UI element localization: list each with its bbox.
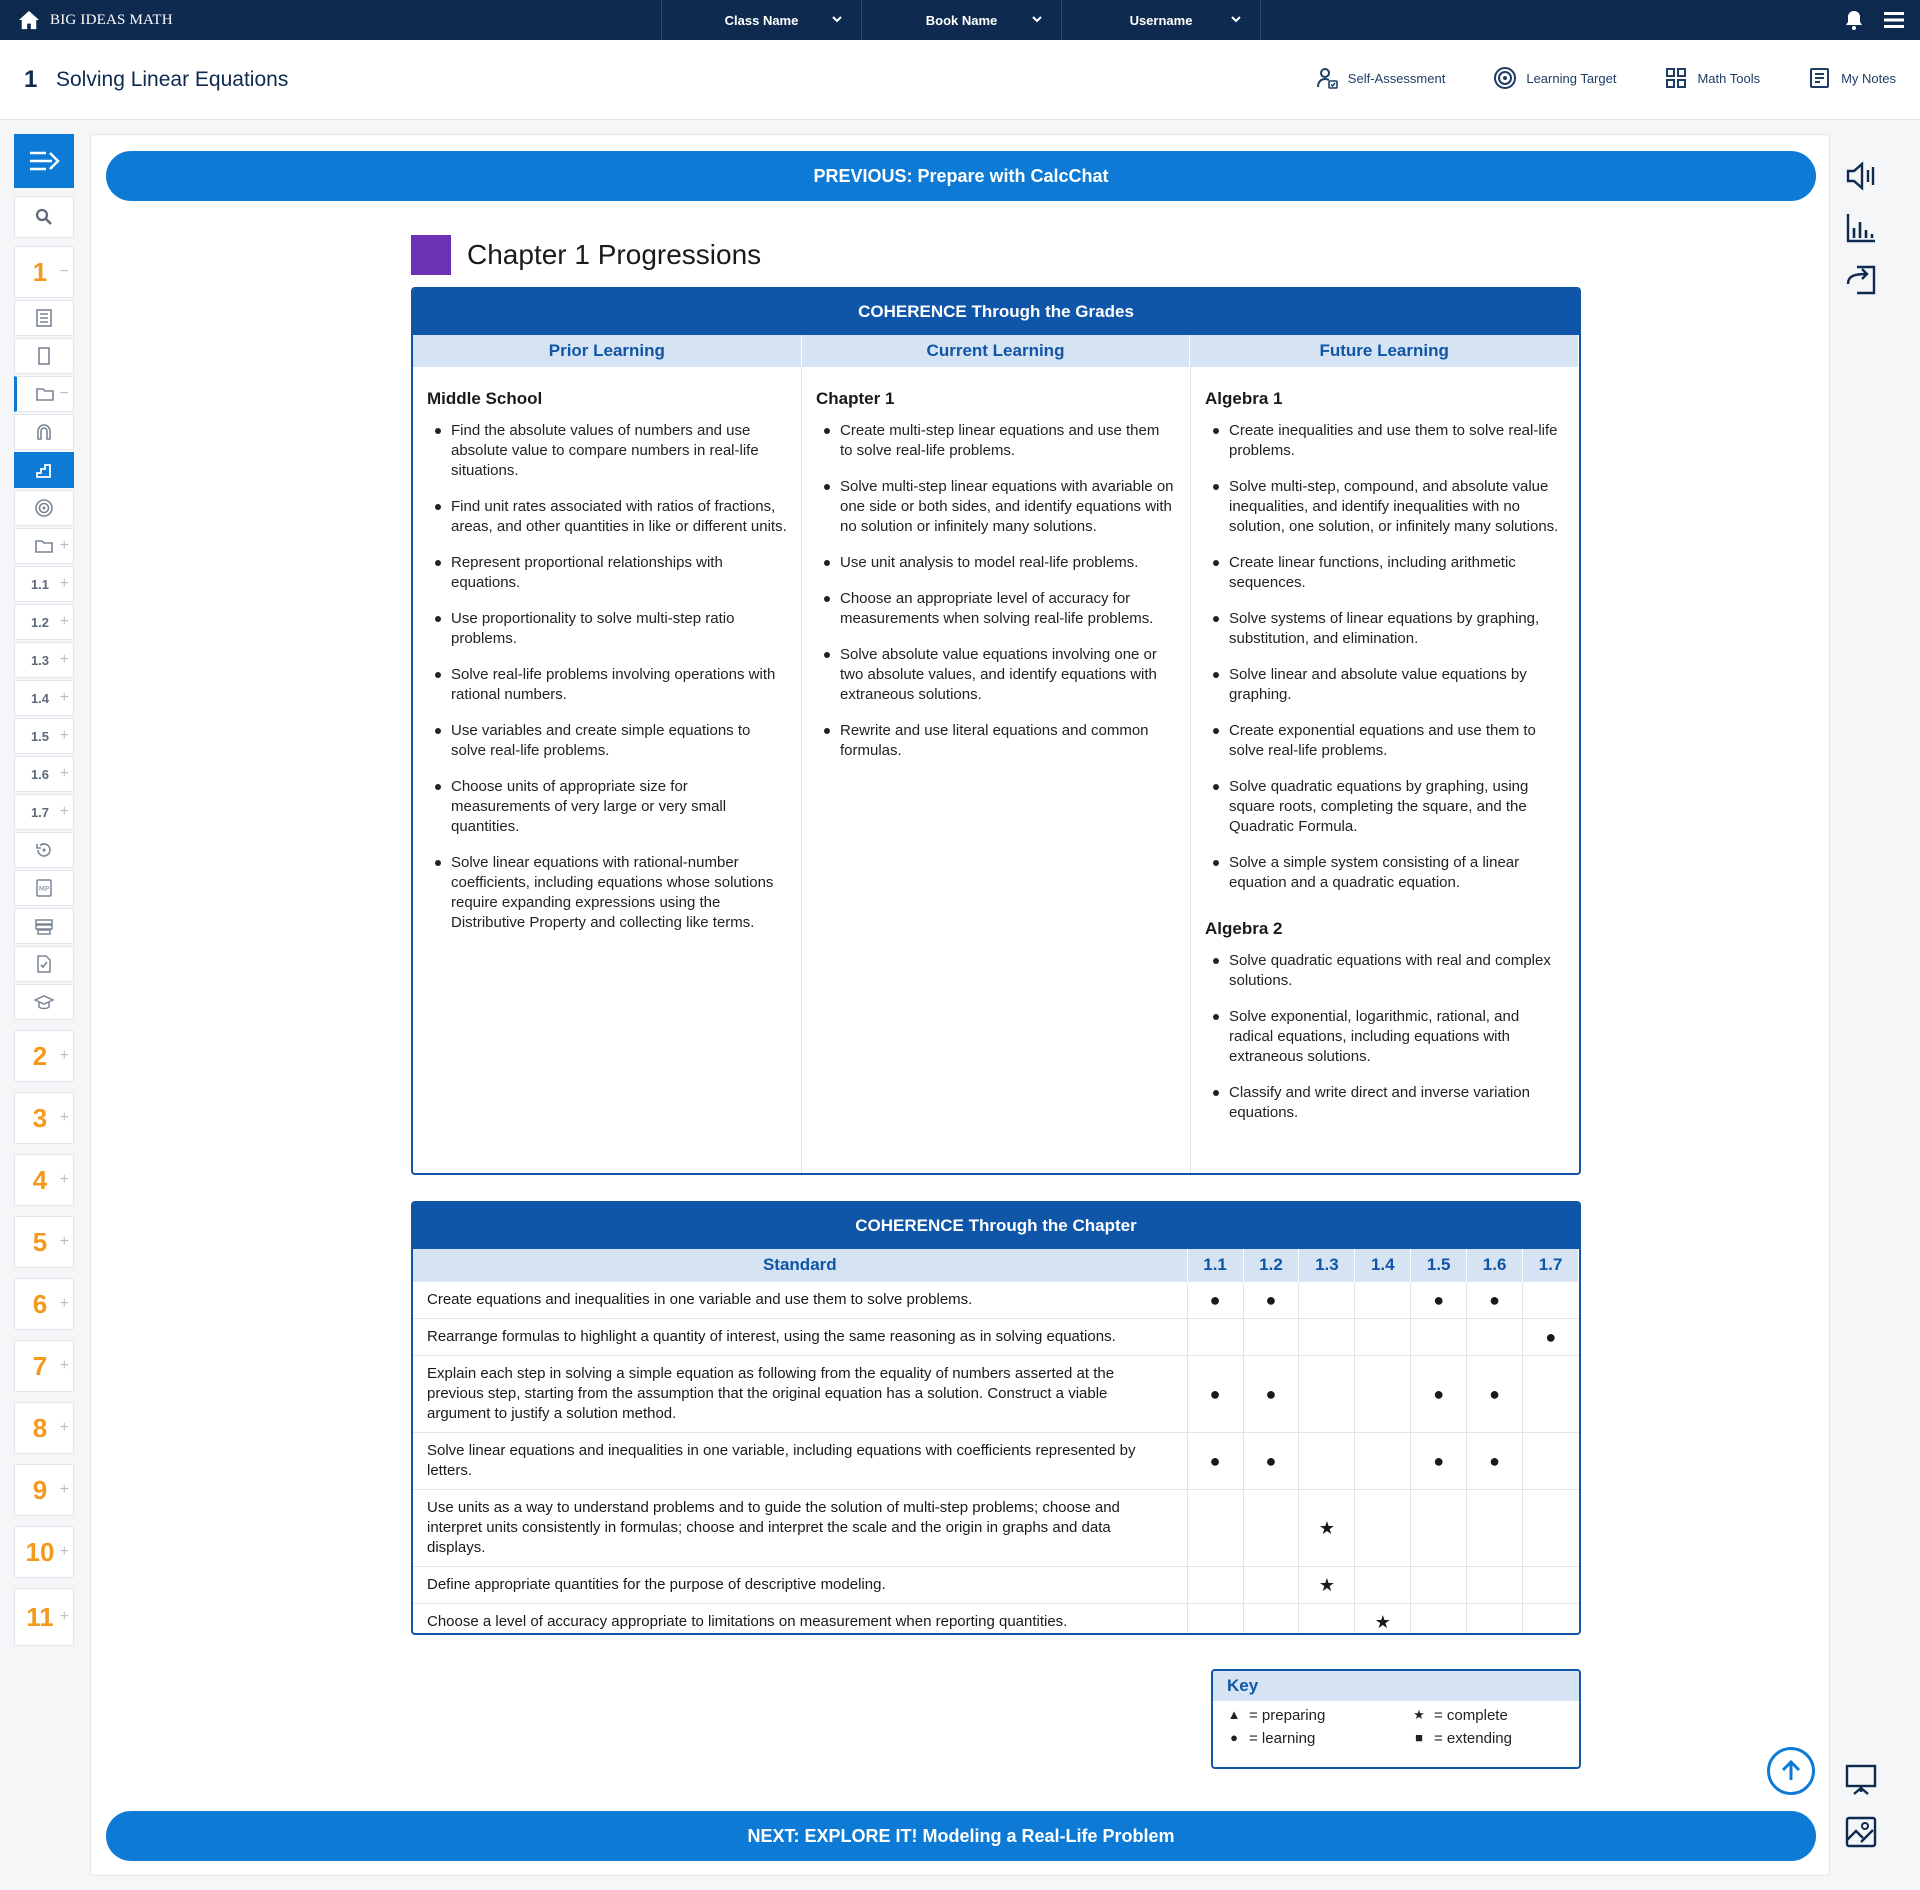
list-item: Choose an appropriate level of accuracy for measurements when solving real-life problems. — [816, 589, 1176, 629]
rail-item-magnet[interactable] — [14, 414, 74, 450]
expand-icon: + — [59, 537, 69, 554]
table-row — [413, 1318, 1579, 1355]
home-icon — [18, 10, 40, 30]
section-mark: ● — [1187, 1355, 1243, 1432]
list-item: Use variables and create simple equations to solve real-life problems. — [427, 721, 787, 761]
standard-text: Explain each step in solving a simple equation as following from the equality of numbers asserted at the previous step, starting from the assumption that the original equation has a solution. Construct a viable argument to justify a solution method. — [413, 1355, 1187, 1432]
section-mark — [1523, 1603, 1579, 1635]
home-link[interactable] — [18, 10, 173, 30]
coherence-chapter-table — [411, 1201, 1581, 1635]
rail-chapter-1[interactable] — [14, 246, 74, 298]
toolbox-icon — [34, 916, 54, 936]
right-rail-bottom — [1843, 1762, 1883, 1866]
section-label: 1.2 — [30, 614, 50, 630]
key-label: = learning — [1249, 1730, 1316, 1747]
section-mark: ● — [1187, 1281, 1243, 1318]
section-mark: ● — [1467, 1432, 1523, 1489]
grid-icon — [1664, 66, 1688, 90]
section-mark: ● — [1411, 1281, 1467, 1318]
standard-text: Create equations and inequalities in one variable and use them to solve problems. — [413, 1281, 1187, 1318]
section-mark — [1411, 1566, 1467, 1603]
collapse-icon: − — [59, 263, 69, 280]
chevron-down-icon — [1031, 13, 1043, 25]
section-mark — [1355, 1355, 1411, 1432]
section-mark — [1523, 1566, 1579, 1603]
section-title: Chapter 1 Progressions — [467, 239, 762, 270]
section-mark — [1411, 1603, 1467, 1635]
check-document-icon — [34, 954, 54, 974]
expand-icon: + — [59, 1109, 69, 1126]
section-mark: ● — [1523, 1318, 1579, 1355]
right-rail-top — [1843, 158, 1883, 314]
expand-icon: + — [59, 727, 69, 744]
rail-section-1-2[interactable] — [14, 604, 74, 640]
chapter-number-label: 1 — [32, 256, 48, 287]
list-item: Find unit rates associated with ratios of fractions, areas, and other quantities in like or different units. — [427, 497, 787, 537]
column-header-prior: Prior Learning — [413, 335, 802, 367]
section-column-header: 1.6 — [1467, 1249, 1523, 1281]
chapter-number-label: 3 — [32, 1102, 48, 1133]
standard-text: Rearrange formulas to highlight a quantity of interest, using the same reasoning as in solving equations. — [413, 1318, 1187, 1355]
scroll-to-top-button[interactable] — [1767, 1747, 1815, 1795]
self-assessment-label: Self-Assessment — [1347, 70, 1446, 86]
rail-chapter-5[interactable] — [14, 1216, 74, 1268]
section-column-header: 1.5 — [1411, 1249, 1467, 1281]
book-name-dropdown[interactable] — [861, 0, 1061, 40]
section-mark — [1411, 1489, 1467, 1566]
expand-icon: + — [59, 1047, 69, 1064]
section-mark — [1187, 1566, 1243, 1603]
page-title: Solving Linear Equations — [56, 68, 289, 91]
chapter-number-label: 7 — [32, 1350, 48, 1381]
section-mark — [1299, 1432, 1355, 1489]
list-item: Solve multi-step, compound, and absolute value inequalities, and identify inequalities with no solution, one solution, or infinitely many solutions. — [1205, 477, 1565, 537]
search-icon — [34, 207, 54, 227]
list-item: Create multi-step linear equations and use them to solve real-life problems. — [816, 421, 1176, 461]
self-assessment-button[interactable] — [1315, 66, 1446, 90]
username-dropdown[interactable] — [1061, 0, 1261, 40]
rail-item-folder[interactable] — [14, 528, 74, 564]
section-mark — [1187, 1603, 1243, 1635]
section-mark: ★ — [1299, 1489, 1355, 1566]
rail-item-progressions[interactable] — [14, 452, 74, 488]
section-column-header: 1.1 — [1187, 1249, 1243, 1281]
svg-text:MP: MP — [38, 885, 50, 893]
expand-icon: + — [59, 575, 69, 592]
section-label: 1.5 — [30, 728, 50, 744]
section-mark — [1467, 1318, 1523, 1355]
list-item: Represent proportional relationships with equations. — [427, 553, 787, 593]
section-mark: ● — [1243, 1432, 1299, 1489]
section-mark: ● — [1411, 1355, 1467, 1432]
star-icon: ★ — [1413, 1707, 1425, 1722]
list-item: Solve multi-step linear equations with avariable on one side or both sides, and identify equations with no solution or infinitely many solutions. — [816, 477, 1176, 537]
section-mark — [1243, 1603, 1299, 1635]
section-column-header: 1.4 — [1355, 1249, 1411, 1281]
magnet-icon — [34, 422, 54, 442]
coherence-grades-table — [411, 287, 1581, 1175]
current-learning-column — [802, 367, 1191, 1173]
column-subtitle: Chapter 1 — [816, 389, 895, 408]
list-item: Solve linear and absolute value equations by graphing. — [1205, 665, 1565, 705]
list-item: Choose units of appropriate size for measurements of very large or very small quantities. — [427, 777, 787, 837]
top-bar — [0, 0, 1920, 40]
section-label: 1.7 — [30, 804, 50, 820]
class-name-label: Class Name — [724, 12, 799, 28]
section-label: 1.6 — [30, 766, 50, 782]
rail-item-page[interactable] — [14, 338, 74, 374]
rail-chapter-11[interactable] — [14, 1588, 74, 1646]
menu-icon[interactable] — [1882, 8, 1906, 32]
triangle-icon: ▲ — [1227, 1707, 1241, 1722]
list-icon — [34, 308, 54, 328]
target-icon — [1493, 66, 1517, 90]
page-icon — [34, 346, 54, 366]
section-mark — [1187, 1318, 1243, 1355]
page-heading — [411, 235, 761, 275]
section-mark — [1523, 1281, 1579, 1318]
list-item: Solve systems of linear equations by graphing, substitution, and elimination. — [1205, 609, 1565, 649]
section-mark — [1355, 1566, 1411, 1603]
list-item: Create inequalities and use them to solve real-life problems. — [1205, 421, 1565, 461]
username-label: Username — [1129, 12, 1193, 28]
chevron-down-icon — [831, 13, 843, 25]
math-tools-button[interactable] — [1664, 66, 1760, 90]
expand-icon: + — [59, 1295, 69, 1312]
list-item: Solve a simple system consisting of a linear equation and a quadratic equation. — [1205, 853, 1565, 893]
list-item: Create exponential equations and use them to solve real-life problems. — [1205, 721, 1565, 761]
expand-icon: + — [59, 651, 69, 668]
list-item: Rewrite and use literal equations and common formulas. — [816, 721, 1176, 761]
section-mark: ★ — [1355, 1603, 1411, 1635]
column-header-current: Current Learning — [802, 335, 1191, 367]
chapter-number-label: 9 — [32, 1474, 48, 1505]
key-entry — [1412, 1730, 1581, 1747]
chapter-number-label: 6 — [32, 1288, 48, 1319]
key-legend — [1211, 1669, 1581, 1769]
section-mark — [1299, 1603, 1355, 1635]
my-notes-label: My Notes — [1841, 70, 1896, 86]
key-label: = extending — [1434, 1730, 1512, 1747]
list-item: Use unit analysis to model real-life problems. — [816, 553, 1176, 573]
learning-target-label: Learning Target — [1526, 70, 1617, 86]
expand-icon: + — [59, 1171, 69, 1188]
list-item: Solve real-life problems involving operations with rational numbers. — [427, 665, 787, 705]
table-row — [413, 1603, 1579, 1635]
expand-icon: + — [59, 689, 69, 706]
rail-section-1-1[interactable] — [14, 566, 74, 602]
chapter-number: 1 — [24, 66, 38, 93]
key-entry — [1227, 1730, 1412, 1747]
section-mark — [1299, 1355, 1355, 1432]
section-mark — [1355, 1432, 1411, 1489]
expand-icon: + — [59, 1481, 69, 1498]
column-subtitle: Middle School — [427, 389, 543, 408]
list-item: Solve exponential, logarithmic, rational, and radical equations, including equations with extraneous solutions. — [1205, 1007, 1565, 1067]
rail-chapter-10[interactable] — [14, 1526, 74, 1578]
section-mark — [1467, 1489, 1523, 1566]
my-notes-button[interactable] — [1808, 66, 1896, 90]
section-column-header: 1.3 — [1299, 1249, 1355, 1281]
table-title: COHERENCE Through the Chapter — [413, 1203, 1579, 1249]
section-label: 1.1 — [30, 576, 50, 592]
rail-item-folder-open[interactable] — [14, 376, 74, 412]
share-icon[interactable] — [1843, 262, 1879, 298]
list-item: Solve absolute value equations involving one or two absolute values, and identify equations with extraneous solutions. — [816, 645, 1176, 705]
chapter-number-label: 8 — [32, 1412, 48, 1443]
chapter-number-label: 11 — [26, 1601, 54, 1632]
rail-section-1-5[interactable] — [14, 718, 74, 754]
rail-section-1-3[interactable] — [14, 642, 74, 678]
chapter-color-square — [411, 235, 451, 275]
content-panel — [90, 134, 1830, 1876]
section-mark — [1243, 1489, 1299, 1566]
sidebar-toggle[interactable] — [14, 134, 74, 188]
section-mark: ● — [1411, 1432, 1467, 1489]
key-label: = preparing — [1249, 1707, 1326, 1724]
chapter-number-label: 10 — [25, 1536, 55, 1567]
bar-chart-icon[interactable] — [1843, 210, 1879, 246]
section-mark — [1299, 1318, 1355, 1355]
rail-section-1-7[interactable] — [14, 794, 74, 830]
notes-icon — [1808, 66, 1832, 90]
section-mark: ● — [1467, 1355, 1523, 1432]
mp-icon — [34, 878, 54, 898]
expand-icon: + — [59, 1357, 69, 1374]
standard-text: Define appropriate quantities for the purpose of descriptive modeling. — [413, 1566, 1187, 1603]
table-row — [413, 1281, 1579, 1318]
rail-item-contents[interactable] — [14, 300, 74, 336]
expand-icon: + — [59, 1543, 69, 1560]
future-learning-column — [1191, 367, 1579, 1173]
chevron-down-icon — [1230, 13, 1242, 25]
rail-section-1-6[interactable] — [14, 756, 74, 792]
section-column-header: 1.7 — [1523, 1249, 1579, 1281]
section-mark: ● — [1243, 1281, 1299, 1318]
expand-icon: + — [59, 613, 69, 630]
logo-text: BIG IDEAS MATH — [50, 11, 173, 28]
key-entry — [1227, 1707, 1412, 1724]
rail-chapter-4[interactable] — [14, 1154, 74, 1206]
chapter-number-label: 2 — [32, 1040, 48, 1071]
list-item: Solve linear equations with rational-number coefficients, including equations whose solutions require expanding expressions using the Distributive Property and collecting like terms. — [427, 853, 787, 933]
rail-chapter-9[interactable] — [14, 1464, 74, 1516]
list-item: Use proportionality to solve multi-step ratio problems. — [427, 609, 787, 649]
section-mark — [1523, 1432, 1579, 1489]
next-button[interactable]: NEXT: EXPLORE IT! Modeling a Real-Life Problem — [106, 1811, 1816, 1861]
list-item: Solve quadratic equations by graphing, using square roots, completing the square, and the Quadratic Formula. — [1205, 777, 1565, 837]
target-icon — [34, 498, 54, 518]
section-mark — [1523, 1355, 1579, 1432]
class-name-dropdown[interactable] — [661, 0, 861, 40]
folder-icon — [35, 384, 55, 404]
expand-icon: + — [59, 803, 69, 820]
speaker-icon[interactable] — [1843, 158, 1879, 194]
expand-icon: + — [59, 765, 69, 782]
math-tools-label: Math Tools — [1697, 70, 1761, 86]
list-item: Solve quadratic equations with real and complex solutions. — [1205, 951, 1565, 991]
section-mark — [1355, 1318, 1411, 1355]
previous-button[interactable]: PREVIOUS: Prepare with CalcChat — [106, 151, 1816, 201]
expand-icon: + — [59, 1419, 69, 1436]
section-mark — [1299, 1281, 1355, 1318]
left-rail — [14, 134, 76, 1656]
section-mark: ● — [1243, 1355, 1299, 1432]
prior-learning-column — [413, 367, 802, 1173]
table-row — [413, 1432, 1579, 1489]
section-label: 1.4 — [30, 690, 50, 706]
presentation-icon[interactable] — [1843, 1762, 1879, 1798]
section-mark — [1243, 1318, 1299, 1355]
section-column-header: 1.2 — [1243, 1249, 1299, 1281]
standard-header: Standard — [413, 1249, 1187, 1281]
standard-text: Solve linear equations and inequalities in one variable, including equations with coefficients represented by letters. — [413, 1432, 1187, 1489]
rail-item-target[interactable] — [14, 490, 74, 526]
arrow-up-icon — [1778, 1758, 1804, 1784]
list-item: Classify and write direct and inverse variation equations. — [1205, 1083, 1565, 1123]
section-mark — [1467, 1566, 1523, 1603]
section-mark — [1355, 1281, 1411, 1318]
section-mark — [1467, 1603, 1523, 1635]
section-label: 1.3 — [30, 652, 50, 668]
standard-text: Choose a level of accuracy appropriate to limitations on measurement when reporting quantities. — [413, 1603, 1187, 1635]
graduation-cap-icon — [34, 992, 54, 1012]
rail-item-graduation[interactable] — [14, 984, 74, 1020]
title-bar — [0, 40, 1920, 120]
rail-chapter-2[interactable] — [14, 1030, 74, 1082]
book-name-label: Book Name — [925, 12, 998, 28]
chapter-number-label: 4 — [32, 1164, 48, 1195]
collapse-icon: − — [59, 385, 69, 402]
chapter-number-label: 5 — [32, 1226, 48, 1257]
table-row — [413, 1489, 1579, 1566]
steps-icon — [34, 460, 54, 480]
rail-chapter-7[interactable] — [14, 1340, 74, 1392]
rail-chapter-6[interactable] — [14, 1278, 74, 1330]
image-edit-icon[interactable] — [1843, 1814, 1879, 1850]
section-mark: ● — [1187, 1432, 1243, 1489]
rail-section-1-4[interactable] — [14, 680, 74, 716]
rail-item-toolbox[interactable] — [14, 908, 74, 944]
table-title: COHERENCE Through the Grades — [413, 289, 1579, 335]
section-mark: ● — [1467, 1281, 1523, 1318]
key-entry — [1412, 1707, 1581, 1724]
rail-item-math-practice[interactable] — [14, 870, 74, 906]
rail-chapter-3[interactable] — [14, 1092, 74, 1144]
dot-icon: ● — [1230, 1730, 1238, 1745]
expand-icon: + — [59, 1233, 69, 1250]
standard-text: Use units as a way to understand problems and to guide the solution of multi-step problems; choose and interpret units consistently in formulas; choose and interpret the scale and the origin in graphs and data displays. — [413, 1489, 1187, 1566]
section-mark — [1243, 1566, 1299, 1603]
history-icon — [34, 840, 54, 860]
section-mark — [1411, 1318, 1467, 1355]
section-mark — [1355, 1489, 1411, 1566]
column-subtitle: Algebra 1 — [1205, 389, 1283, 408]
user-check-icon — [1315, 66, 1339, 90]
square-icon: ■ — [1415, 1730, 1423, 1745]
folder-icon — [34, 536, 54, 556]
table-row — [413, 1566, 1579, 1603]
rail-item-review[interactable] — [14, 832, 74, 868]
column-subtitle: Algebra 2 — [1205, 919, 1283, 938]
section-mark — [1523, 1489, 1579, 1566]
list-item: Find the absolute values of numbers and use absolute value to compare numbers in real-life situations. — [427, 421, 787, 481]
learning-target-button[interactable] — [1493, 66, 1616, 90]
list-item: Create linear functions, including arithmetic sequences. — [1205, 553, 1565, 593]
rail-item-assessment[interactable] — [14, 946, 74, 982]
key-label: = complete — [1434, 1707, 1508, 1724]
key-title: Key — [1213, 1671, 1579, 1701]
rail-chapter-8[interactable] — [14, 1402, 74, 1454]
table-row — [413, 1355, 1579, 1432]
section-mark: ★ — [1299, 1566, 1355, 1603]
section-mark — [1187, 1489, 1243, 1566]
column-header-future: Future Learning — [1190, 335, 1579, 367]
expand-icon: + — [59, 1608, 69, 1625]
bell-icon[interactable] — [1842, 8, 1866, 32]
search-button[interactable] — [14, 196, 74, 238]
expand-menu-icon — [28, 147, 60, 175]
